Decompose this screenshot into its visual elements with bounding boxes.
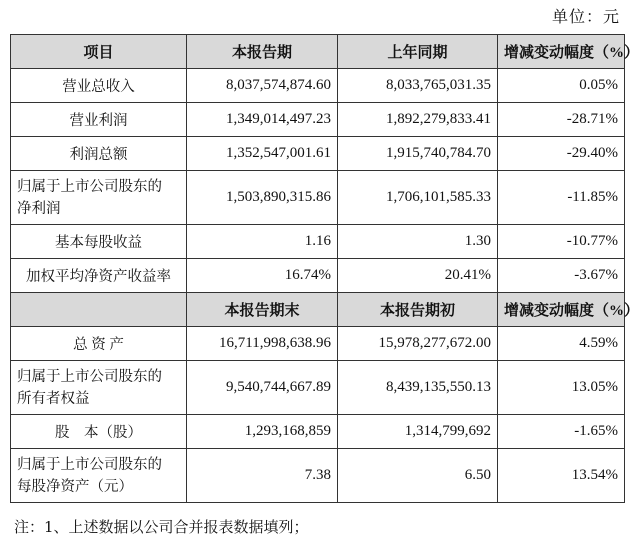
period-end-value: 7.38 [187, 449, 338, 503]
period-start-value: 15,978,277,672.00 [338, 327, 498, 361]
period-end-value: 16,711,998,638.96 [187, 327, 338, 361]
table-header-row [11, 35, 625, 69]
row-label-line1: 归属于上市公司股东的 [17, 178, 162, 195]
table-row [11, 103, 625, 137]
row-label: 总 资 产 [11, 327, 187, 361]
table-row [11, 449, 625, 503]
period-end-value: 1,293,168,859 [187, 415, 338, 449]
table-row [11, 69, 625, 103]
subheader-period-end: 本报告期末 [187, 293, 338, 327]
prior-value: 1.30 [338, 225, 498, 259]
header-item: 项目 [11, 35, 187, 69]
prior-value: 8,033,765,031.35 [338, 69, 498, 103]
table-row [11, 171, 625, 225]
row-label: 加权平均净资产收益率 [11, 259, 187, 293]
table-row [11, 259, 625, 293]
financial-summary-table [10, 34, 640, 503]
prior-value: 1,706,101,585.33 [338, 171, 498, 225]
current-value: 1.16 [187, 225, 338, 259]
unit-label: 单位：元 [551, 7, 620, 26]
period-start-value: 6.50 [338, 449, 498, 503]
subheader-period-start: 本报告期初 [338, 293, 498, 327]
current-value: 16.74% [187, 259, 338, 293]
header-prior-period: 上年同期 [338, 35, 498, 69]
row-label [11, 361, 187, 415]
change-value: -1.65% [498, 415, 625, 449]
header-current-period: 本报告期 [187, 35, 338, 69]
period-start-value: 8,439,135,550.13 [338, 361, 498, 415]
current-value: 1,349,014,497.23 [187, 103, 338, 137]
row-label: 营业总收入 [11, 69, 187, 103]
subheader-blank [11, 293, 187, 327]
prior-value: 1,892,279,833.41 [338, 103, 498, 137]
row-label: 营业利润 [11, 103, 187, 137]
change-value: -3.67% [498, 259, 625, 293]
period-end-value: 9,540,744,667.89 [187, 361, 338, 415]
row-label: 利润总额 [11, 137, 187, 171]
change-value: -10.77% [498, 225, 625, 259]
row-label: 基本每股收益 [11, 225, 187, 259]
row-label-line1: 归属于上市公司股东的 [17, 456, 162, 473]
change-value: -11.85% [498, 171, 625, 225]
change-value: 4.59% [498, 327, 625, 361]
table-subheader-row [11, 293, 625, 327]
row-label [11, 171, 187, 225]
change-value: -28.71% [498, 103, 625, 137]
row-label-line2: 净利润 [17, 200, 61, 217]
prior-value: 20.41% [338, 259, 498, 293]
row-label-line2: 所有者权益 [17, 390, 90, 407]
row-label-line1: 归属于上市公司股东的 [17, 368, 162, 385]
footnote: 注：1、上述数据以公司合并报表数据填列； [14, 518, 309, 536]
change-value: 13.54% [498, 449, 625, 503]
row-label [11, 449, 187, 503]
table-row [11, 361, 625, 415]
row-label-line2: 每股净资产（元） [17, 478, 133, 495]
change-value: 0.05% [498, 69, 625, 103]
period-start-value: 1,314,799,692 [338, 415, 498, 449]
current-value: 1,352,547,001.61 [187, 137, 338, 171]
current-value: 8,037,574,874.60 [187, 69, 338, 103]
header-change-pct: 增减变动幅度（%） [498, 35, 625, 69]
change-value: 13.05% [498, 361, 625, 415]
table-row [11, 137, 625, 171]
change-value: -29.40% [498, 137, 625, 171]
prior-value: 1,915,740,784.70 [338, 137, 498, 171]
table-row [11, 415, 625, 449]
row-label: 股 本（股） [11, 415, 187, 449]
table-row [11, 327, 625, 361]
subheader-change-pct: 增减变动幅度（%） [498, 293, 625, 327]
table-row [11, 225, 625, 259]
current-value: 1,503,890,315.86 [187, 171, 338, 225]
